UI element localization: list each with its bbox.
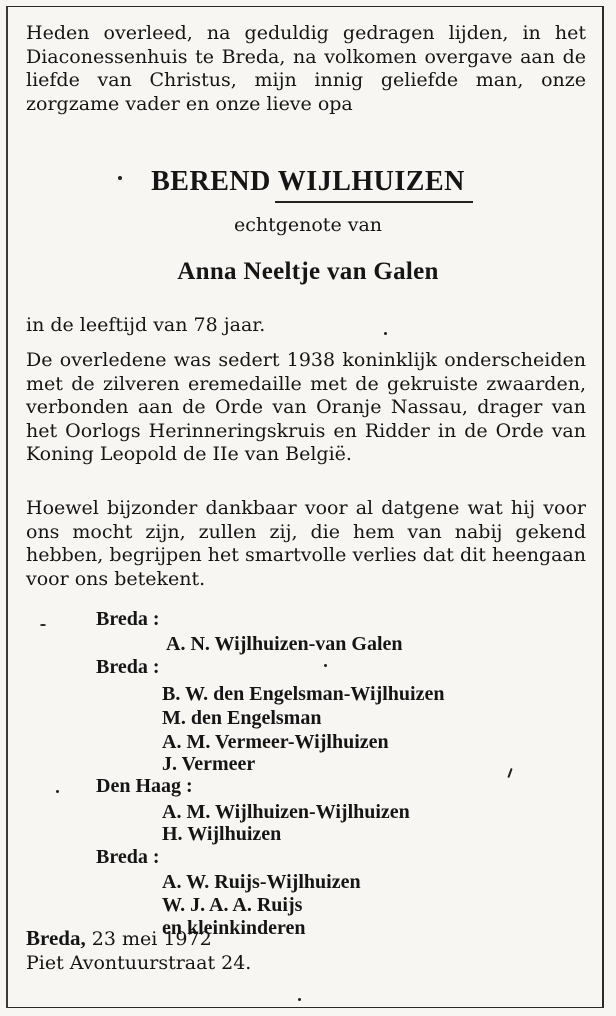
- family-member: B. W. den Engelsman-Wijlhuizen: [162, 683, 445, 705]
- family-member: H. Wijlhuizen: [162, 823, 282, 845]
- intro-paragraph: Heden overleed, na geduldig gedragen lijden, in het Diaconessenhuis te Breda, na volkomen overgave aan de liefde van Christus, mijn innig geliefde man, onze zorgzame vader en onze lieve opa: [26, 22, 586, 115]
- family-member: J. Vermeer: [162, 753, 256, 775]
- family-member: A. M. Wijlhuizen-Wijlhuizen: [162, 801, 410, 823]
- family-member: W. J. A. A. Ruijs: [162, 894, 303, 916]
- print-speck: [324, 664, 327, 667]
- family-city: Den Haag :: [96, 775, 193, 797]
- print-speck: [118, 176, 122, 180]
- name-underline: [275, 201, 473, 203]
- family-city: Breda :: [96, 608, 160, 630]
- print-speck: [384, 332, 387, 335]
- spouse-name: Anna Neeltje van Galen: [177, 258, 439, 285]
- family-city: Breda :: [96, 846, 160, 868]
- print-speck: [298, 998, 301, 1001]
- family-member: A. M. Vermeer-Wijlhuizen: [162, 731, 389, 753]
- family-city: Breda :: [96, 656, 160, 678]
- spouse-label: echtgenote van: [233, 214, 383, 236]
- print-speck: [40, 624, 46, 626]
- footer: [26, 926, 251, 975]
- footer-date-line: [26, 926, 251, 951]
- family-member: en kleinkinderen: [162, 917, 306, 939]
- deceased-name: BEREND WIJLHUIZEN: [151, 166, 465, 197]
- family-member: A. N. Wijlhuizen-van Galen: [166, 633, 403, 655]
- honors-paragraph: De overledene was sedert 1938 koninklijk onderscheiden met de zilveren eremedaille met de gekruiste zwaarden, verbonden aan de Orde van Oranje Nassau, drager van het Oorlogs Herinneringskruis en Ridder in de Orde van Koning Leopold de IIe van België.: [26, 349, 586, 465]
- footer-address: Piet Avontuurstraat 24.: [26, 952, 252, 974]
- age-line: in de leeftijd van 78 jaar.: [26, 314, 266, 336]
- print-speck: [56, 790, 59, 793]
- thanks-paragraph: Hoewel bijzonder dankbaar voor al datgene wat hij voor ons mocht zijn, zullen zij, die hem van nabij gekend hebben, begrijpen het smartvolle verlies dat dit heengaan voor ons betekent.: [26, 497, 586, 590]
- footer-date: 23 mei 1972: [91, 928, 212, 950]
- family-member: M. den Engelsman: [162, 707, 322, 729]
- family-member: A. W. Ruijs-Wijlhuizen: [162, 871, 361, 893]
- footer-place: Breda,: [26, 926, 86, 950]
